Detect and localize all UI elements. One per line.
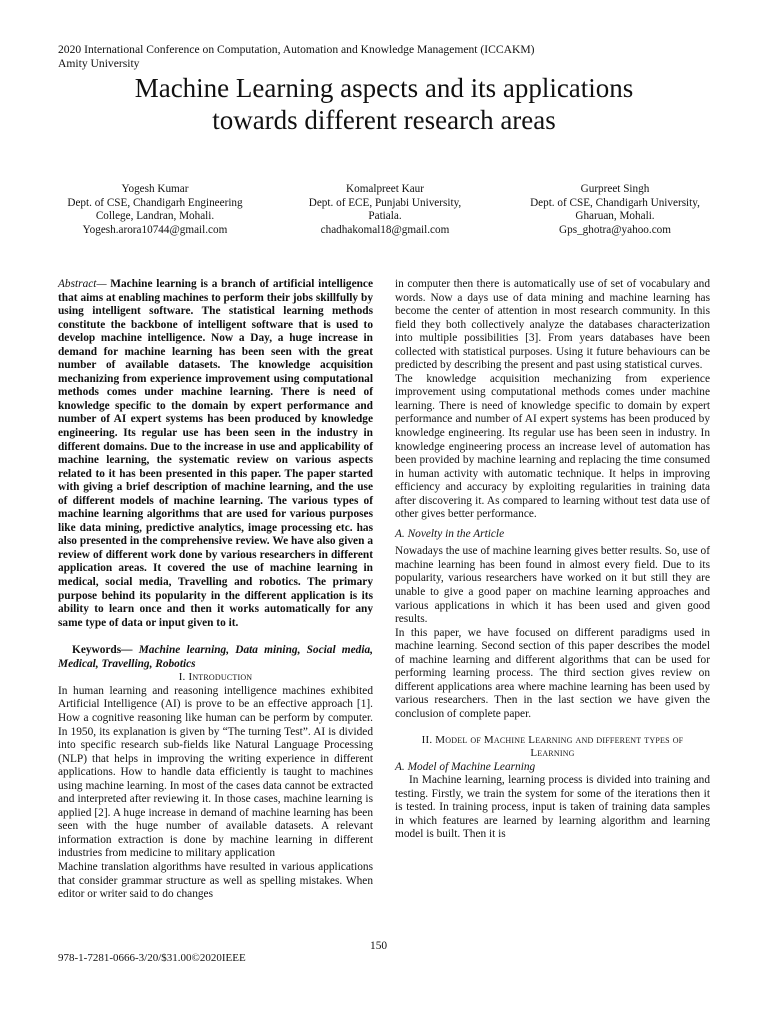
subsection-heading-model: A. Model of Machine Learning	[395, 760, 536, 773]
author-institution: Gharuan, Mohali.	[575, 210, 655, 223]
author-dept: Dept. of ECE, Punjabi University,	[308, 196, 462, 209]
author-name: Gurpreet Singh	[580, 183, 650, 195]
author-dept: Dept. of CSE, Chandigarh Engineering	[67, 196, 243, 209]
left-column	[58, 278, 373, 902]
conference-name: 2020 International Conference on Computation, Automation and Knowledge Management (ICCAKM)	[58, 43, 535, 56]
paper-title-line2: towards different research areas	[212, 105, 556, 135]
author-institution: Patiala.	[368, 210, 402, 223]
author-name: Yogesh Kumar	[121, 183, 189, 195]
author-block	[40, 183, 270, 237]
abstract-lead: Abstract—	[58, 278, 107, 290]
section-heading-model-line1: II. Model of Machine Learning and different types of	[421, 733, 684, 746]
copyright-footer: 978-1-7281-0666-3/20/$31.00©2020IEEE	[58, 952, 246, 964]
author-email[interactable]: chadhakomal18@gmail.com	[320, 223, 450, 236]
author-block	[270, 183, 500, 237]
author-block	[500, 183, 730, 237]
intro-paragraph: in computer then there is automatically use of set of vocabulary and words. Now a days use of data mining and machine learning has become the center of attention in most research community. In this field they both collectively analyze the databases characterization into multiple possibilities [3]. From years databases have been collected with statistical purposes. Using it future behaviours can be predicted by describing the present and past using statistical curves.	[395, 278, 710, 372]
intro-paragraph: Machine translation algorithms have resulted in various applications that consider grammar structure as well as spelling mistakes. When editor or writer said to do changes	[58, 860, 373, 901]
conference-header	[58, 43, 535, 71]
author-email[interactable]: Yogesh.arora10744@gmail.com	[82, 223, 228, 236]
abstract-body: Machine learning is a branch of artificial intelligence that aims at enabling machines to perform their jobs skillfully by using intelligent software. The statistical learning methods constitute the backbone of intelligent software that is used to develop machine intelligence. Now a Day, a huge increase in demand for machine learning has been seen with the great number of available datasets. The knowledge acquisition mechanizing from experience improvement using computational methods comes under machine learning. There is need of knowledge specific to the domain by expert performance and number of AI expert systems has been produced by knowledge engineering. Its regular use has been seen in the industry in different domains. Due to the increase in use and applicability of machine learning, the systematic review on various aspects related to it has been presented in this paper. The paper started with giving a brief description of machine learning, and the use of different models of machine learning. The various types of machine learning algorithms that are used for various purposes like data mining, predictive analytics, image processing etc. has also presented in the comprehensive review. We have also given a review of different work done by various researchers in different application areas. It covered the use of machine learning in medical, social media, Travelling and robotics. The primary purpose behind its popularity in the different application is its ability to learn once and then it works automatically for any same type of data or input given to it.	[58, 278, 373, 629]
author-list	[40, 183, 730, 237]
author-name: Komalpreet Kaur	[346, 183, 424, 195]
author-institution: College, Landran, Mohali.	[95, 210, 215, 223]
right-column	[395, 278, 710, 842]
subsection-heading-novelty: A. Novelty in the Article	[395, 527, 505, 540]
keywords-label: Keywords—	[72, 644, 133, 657]
paper-title	[40, 72, 728, 136]
novelty-paragraph: In this paper, we have focused on different paradigms used in machine learning. Second section of this paper describes the model of machine learning and different algorithms that can be used for performing learning process. The third section gives review on different applications area where machine learning has been used by various researchers. Then in the last section we have given the conclusion of complete paper.	[395, 626, 710, 720]
page-number: 150	[370, 940, 388, 952]
section-heading-introduction: I. Introduction	[178, 671, 253, 684]
novelty-paragraph: Nowadays the use of machine learning gives better results. So, use of machine learning has been found in almost every field. Due to its popularity, various researchers have worked on it but still they are unable to give a good paper on machine learning approaches and various applications in which it has been used and given good results.	[395, 545, 710, 626]
keywords-text: Machine learning, Data mining, Social media, Medical, Travelling, Robotics	[58, 644, 373, 670]
section-heading-model-line2: Learning	[530, 747, 575, 760]
section-heading-model	[395, 734, 710, 761]
author-email[interactable]: Gps_ghotra@yahoo.com	[559, 223, 671, 236]
abstract	[58, 278, 373, 630]
model-paragraph: In Machine learning, learning process is divided into training and testing. Firstly, we train the system for some of the iterations then it is tested. In training process, input is taken of training data samples in which features are learned by learning algorithm and learning model is built. Then it is	[395, 774, 710, 841]
intro-paragraph: The knowledge acquisition mechanizing from experience improvement using computational methods comes under machine learning. There is need of knowledge specific to domain by expert performance and number of AI expert systems has been produced by knowledge engineering. Its regular use has been seen in industry. In knowledge engineering process an increase level of automation has been provided by machine learning and replacing the time consumed in human activity with automatic technique. It helps in improving efficiency and accuracy by exploiting regularities in training data after discovering it. As compared to learning without test data use of other gives better performance.	[395, 372, 710, 521]
paper-title-line1: Machine Learning aspects and its applications	[134, 73, 634, 103]
keywords	[58, 644, 373, 671]
intro-paragraph: In human learning and reasoning intelligence machines exhibited Artificial Intelligence (AI) is prove to be an effective approach [1]. How a cognitive reasoning like human can be perform by computer. In 1950, its explanation is given by “The turning Test”. AI is divided into specific research sub-fields like Natural Language Processing (NLP) that helps in improving the writing experience in different applications. How to handle data efficiently is taught to machines using machine learning. In most of the cases data cannot be extracted and interpreted after reviewing it. In those cases, machine learning is applied [2]. A huge increase in demand of machine learning has been seen with the huge number of available datasets. A relevant information extraction is done by machine learning in different industries from medicine to military application	[58, 684, 373, 860]
conference-venue: Amity University	[58, 57, 140, 70]
author-dept: Dept. of CSE, Chandigarh University,	[530, 196, 700, 209]
